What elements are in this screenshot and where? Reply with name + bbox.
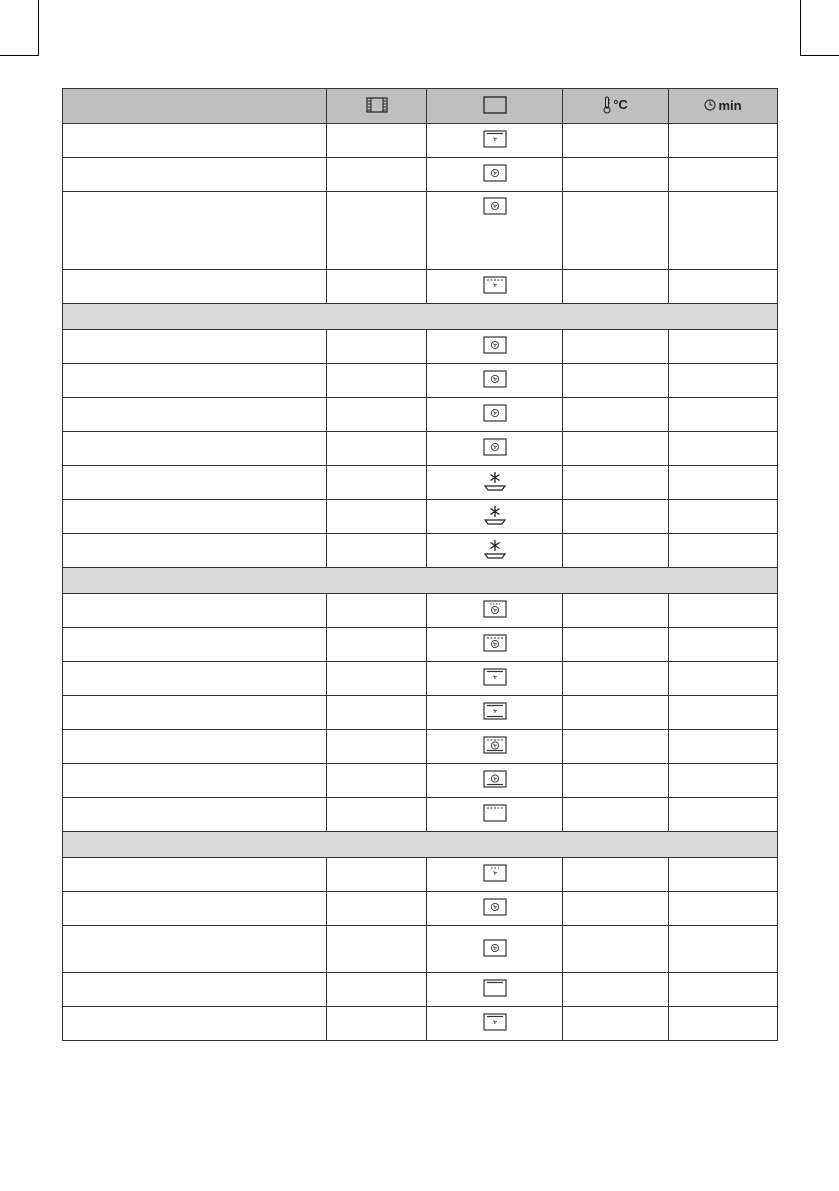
time-cell — [669, 534, 778, 568]
shelf-cell — [327, 192, 427, 270]
header-food — [63, 89, 327, 124]
temperature-cell — [563, 500, 669, 534]
mode-cell — [427, 696, 563, 730]
table-row — [63, 594, 778, 628]
temperature-cell — [563, 270, 669, 304]
table-row — [63, 432, 778, 466]
fan-circle-icon — [483, 164, 507, 185]
temperature-cell — [563, 534, 669, 568]
section-header-cell — [63, 832, 778, 858]
fan-circle-bottom-icon — [483, 770, 507, 791]
temperature-cell — [563, 466, 669, 500]
temperature-cell — [563, 594, 669, 628]
temperature-unit: °C — [613, 97, 628, 112]
temperature-cell — [563, 973, 669, 1007]
table-body — [63, 124, 778, 1041]
temperature-cell — [563, 124, 669, 158]
shelf-cell — [327, 798, 427, 832]
table-row — [63, 398, 778, 432]
shelf-cell — [327, 696, 427, 730]
table-row — [63, 534, 778, 568]
mode-cell — [427, 270, 563, 304]
temperature-cell — [563, 892, 669, 926]
shelf-cell — [327, 124, 427, 158]
table-row — [63, 192, 778, 270]
time-cell — [669, 926, 778, 973]
header-mode — [427, 89, 563, 124]
shelf-cell — [327, 662, 427, 696]
top-fan-icon — [483, 1013, 507, 1034]
time-cell — [669, 270, 778, 304]
time-cell — [669, 1007, 778, 1041]
shelf-cell — [327, 628, 427, 662]
mode-cell — [427, 534, 563, 568]
oven-mode-icon — [483, 96, 507, 114]
food-cell — [63, 158, 327, 192]
section-header-row — [63, 568, 778, 594]
time-cell — [669, 594, 778, 628]
shelf-cell — [327, 466, 427, 500]
food-cell — [63, 1007, 327, 1041]
time-cell — [669, 364, 778, 398]
table-row — [63, 330, 778, 364]
food-cell — [63, 466, 327, 500]
time-cell — [669, 973, 778, 1007]
section-header-row — [63, 832, 778, 858]
food-cell — [63, 973, 327, 1007]
section-header-row — [63, 304, 778, 330]
mode-cell — [427, 730, 563, 764]
food-cell — [63, 696, 327, 730]
temperature-cell — [563, 730, 669, 764]
mode-cell — [427, 926, 563, 973]
fan-circle-icon — [483, 438, 507, 459]
table-row — [63, 798, 778, 832]
mode-cell — [427, 1007, 563, 1041]
time-cell — [669, 432, 778, 466]
mode-cell — [427, 466, 563, 500]
time-cell — [669, 330, 778, 364]
header-temperature — [563, 89, 669, 124]
food-cell — [63, 270, 327, 304]
time-cell — [669, 500, 778, 534]
table-row — [63, 270, 778, 304]
table-row — [63, 364, 778, 398]
food-cell — [63, 364, 327, 398]
fan-circle-icon — [483, 197, 507, 218]
mode-cell — [427, 662, 563, 696]
temperature-cell — [563, 1007, 669, 1041]
temperature-cell — [563, 330, 669, 364]
shelf-cell — [327, 534, 427, 568]
mode-cell — [427, 594, 563, 628]
time-cell — [669, 764, 778, 798]
time-cell — [669, 192, 778, 270]
temperature-cell — [563, 192, 669, 270]
top-bottom-fan-icon — [483, 702, 507, 723]
time-cell — [669, 158, 778, 192]
temperature-cell — [563, 364, 669, 398]
table-row — [63, 662, 778, 696]
temperature-cell — [563, 628, 669, 662]
table-row — [63, 158, 778, 192]
mode-cell — [427, 628, 563, 662]
shelf-cell — [327, 500, 427, 534]
header-shelf — [327, 89, 427, 124]
food-cell — [63, 124, 327, 158]
grill-icon — [483, 804, 507, 825]
food-cell — [63, 858, 327, 892]
top-fan-icon — [483, 130, 507, 151]
section-header-cell — [63, 304, 778, 330]
table-row — [63, 892, 778, 926]
food-cell — [63, 926, 327, 973]
table-row — [63, 466, 778, 500]
defrost-icon — [481, 504, 509, 529]
mode-cell — [427, 798, 563, 832]
temperature-cell — [563, 696, 669, 730]
food-cell — [63, 432, 327, 466]
mode-cell — [427, 158, 563, 192]
mode-cell — [427, 124, 563, 158]
temperature-cell — [563, 858, 669, 892]
food-cell — [63, 398, 327, 432]
temperature-cell — [563, 432, 669, 466]
food-cell — [63, 192, 327, 270]
time-cell — [669, 628, 778, 662]
grill-fan-circle-bottom-icon — [483, 736, 507, 757]
food-cell — [63, 534, 327, 568]
shelf-cell — [327, 764, 427, 798]
temperature-cell — [563, 662, 669, 696]
shelf-cell — [327, 398, 427, 432]
header-time — [669, 89, 778, 124]
food-cell — [63, 730, 327, 764]
fan-circle-icon — [483, 898, 507, 919]
grill-small-fan-icon — [483, 864, 507, 885]
time-cell — [669, 398, 778, 432]
food-cell — [63, 330, 327, 364]
shelf-cell — [327, 364, 427, 398]
section-header-cell — [63, 568, 778, 594]
fan-circle-icon — [483, 336, 507, 357]
food-cell — [63, 798, 327, 832]
fan-circle-icon — [483, 939, 507, 960]
shelf-cell — [327, 270, 427, 304]
mode-cell — [427, 432, 563, 466]
shelf-cell — [327, 1007, 427, 1041]
shelf-cell — [327, 892, 427, 926]
time-cell — [669, 662, 778, 696]
time-unit: min — [718, 97, 742, 113]
mode-cell — [427, 858, 563, 892]
fan-circle-icon — [483, 370, 507, 391]
mode-cell — [427, 973, 563, 1007]
temperature-cell — [563, 398, 669, 432]
time-cell — [669, 696, 778, 730]
mode-cell — [427, 764, 563, 798]
shelf-cell — [327, 730, 427, 764]
mode-cell — [427, 398, 563, 432]
table-header — [63, 89, 778, 124]
plain-icon — [483, 979, 507, 1000]
shelf-cell — [327, 973, 427, 1007]
top-fan-circle-icon — [483, 600, 507, 621]
table-row — [63, 1007, 778, 1041]
food-cell — [63, 892, 327, 926]
shelf-level-icon — [366, 97, 388, 113]
thermometer-icon — [603, 96, 611, 114]
grill-fan-icon — [483, 276, 507, 297]
food-cell — [63, 500, 327, 534]
time-cell — [669, 892, 778, 926]
temperature-cell — [563, 764, 669, 798]
table-row — [63, 764, 778, 798]
shelf-cell — [327, 594, 427, 628]
mode-cell — [427, 192, 563, 270]
mode-cell — [427, 500, 563, 534]
time-cell — [669, 466, 778, 500]
table-row — [63, 628, 778, 662]
crop-mark-top-right — [800, 0, 839, 56]
table-row — [63, 858, 778, 892]
mode-cell — [427, 892, 563, 926]
shelf-cell — [327, 158, 427, 192]
table-row — [63, 730, 778, 764]
temperature-cell — [563, 926, 669, 973]
crop-mark-top-left — [0, 0, 39, 56]
time-cell — [669, 730, 778, 764]
table-row — [63, 500, 778, 534]
top-fan-icon — [483, 668, 507, 689]
time-cell — [669, 124, 778, 158]
shelf-cell — [327, 926, 427, 973]
temperature-cell — [563, 798, 669, 832]
table-row — [63, 973, 778, 1007]
time-cell — [669, 858, 778, 892]
clock-icon — [704, 99, 716, 111]
food-cell — [63, 662, 327, 696]
defrost-icon — [481, 538, 509, 563]
shelf-cell — [327, 330, 427, 364]
food-cell — [63, 764, 327, 798]
grill-fan-circle-icon — [483, 634, 507, 655]
table-row — [63, 926, 778, 973]
table-row — [63, 696, 778, 730]
cooking-table — [62, 88, 778, 1041]
shelf-cell — [327, 858, 427, 892]
food-cell — [63, 594, 327, 628]
time-cell — [669, 798, 778, 832]
table-row — [63, 124, 778, 158]
fan-circle-icon — [483, 404, 507, 425]
mode-cell — [427, 330, 563, 364]
mode-cell — [427, 364, 563, 398]
shelf-cell — [327, 432, 427, 466]
temperature-cell — [563, 158, 669, 192]
defrost-icon — [481, 470, 509, 495]
food-cell — [63, 628, 327, 662]
